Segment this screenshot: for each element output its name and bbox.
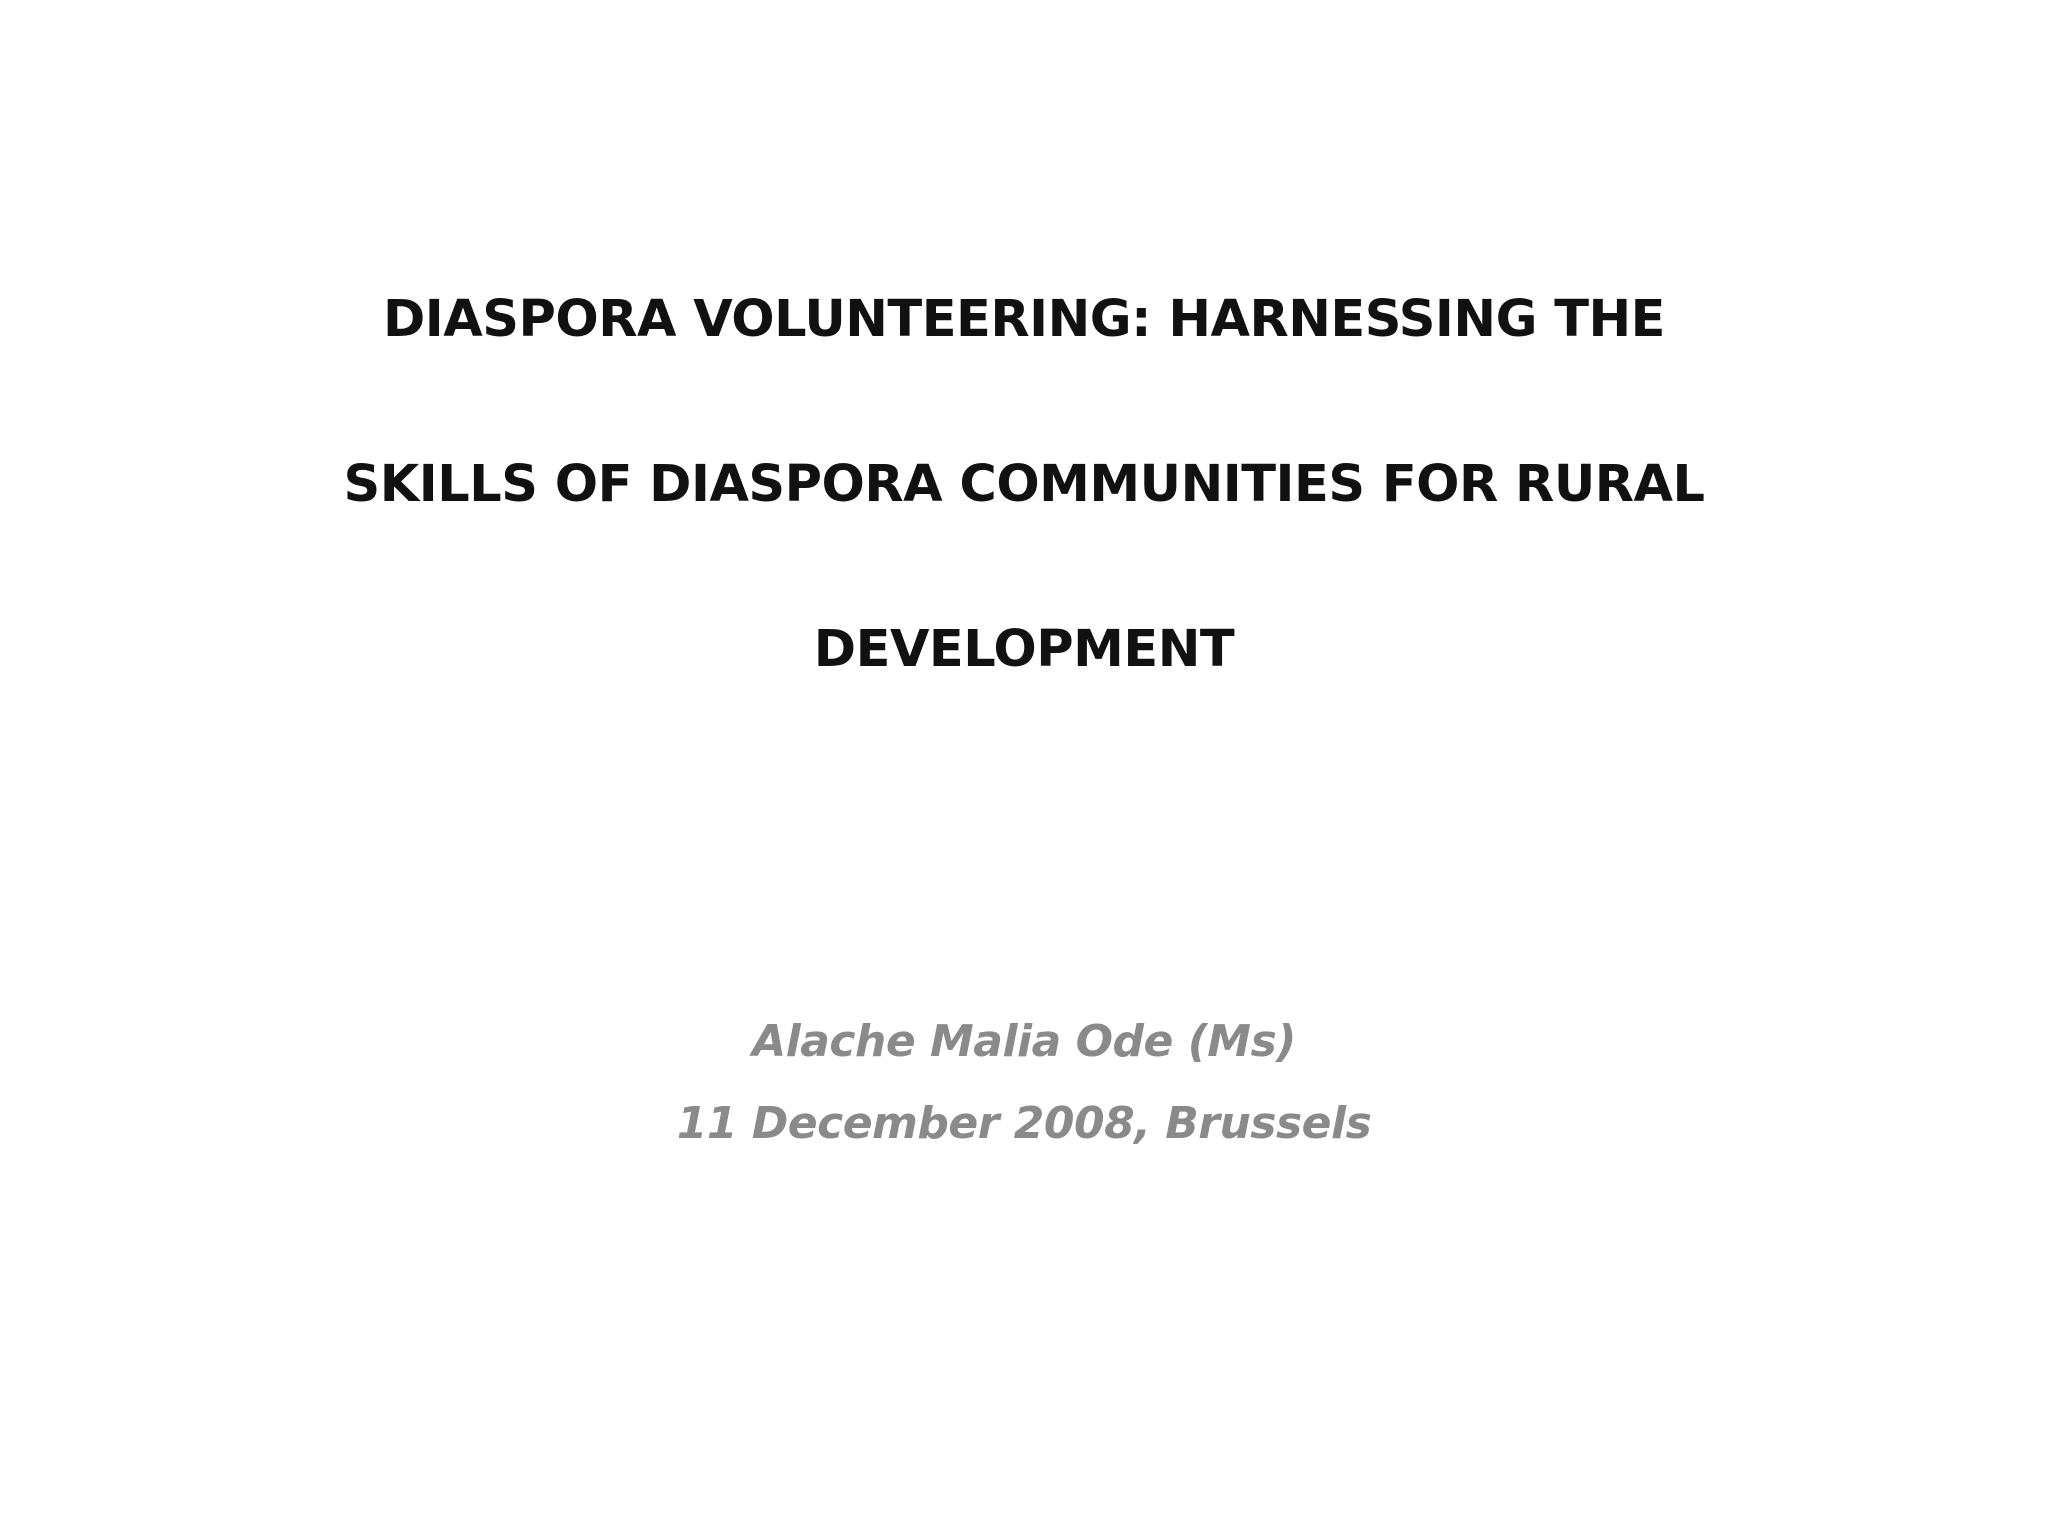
title-line-2: SKILLS OF DIASPORA COMMUNITIES FOR RURAL [343,455,1705,514]
date-location: 11 December 2008, Brussels [676,1098,1372,1149]
slide-title [0,290,2048,785]
title-line-1: DIASPORA VOLUNTEERING: HARNESSING THE [382,290,1666,349]
title-line-3: DEVELOPMENT [813,620,1235,679]
slide-subtitle [0,1016,2048,1180]
author-name: Alache Malia Ode (Ms) [752,1016,1296,1067]
